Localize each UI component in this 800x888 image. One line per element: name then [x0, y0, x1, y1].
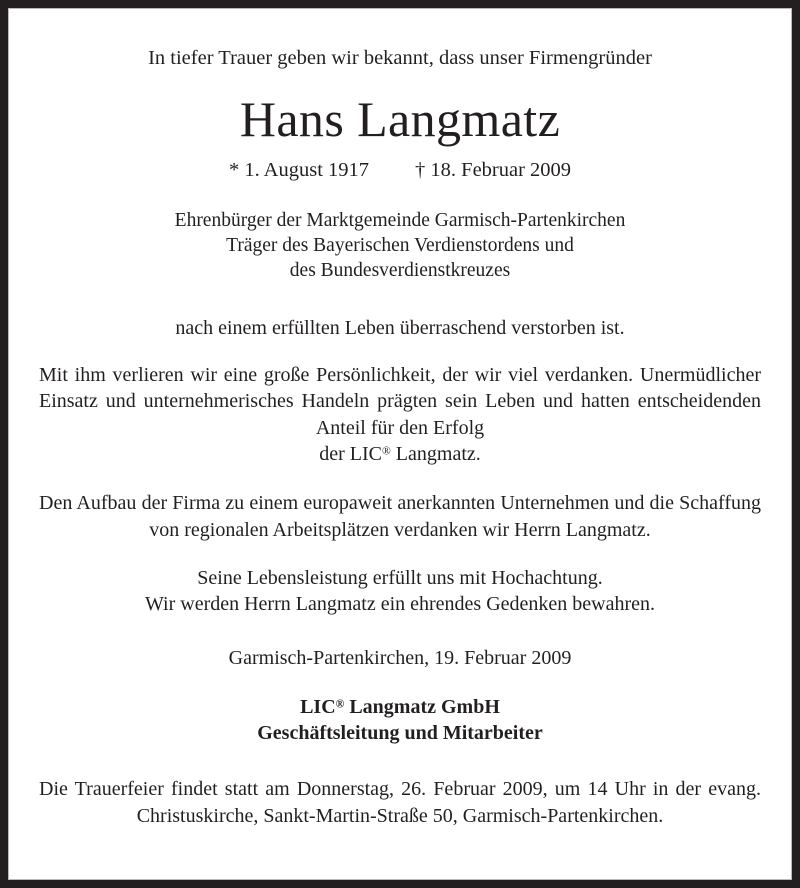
life-dates — [39, 159, 761, 182]
company-name — [39, 694, 761, 720]
registered-trademark-icon: ® — [335, 697, 345, 711]
intro-text: In tiefer Trauer geben wir bekannt, dass unser Firmengründer — [148, 47, 652, 69]
ceremony-details: Die Trauerfeier findet statt am Donnerstag, 26. Februar 2009, um 14 Uhr in der evang. Christuskirche, Sankt-Martin-Straße 50, Garmisch-Partenkirchen. — [39, 778, 761, 827]
honors-block — [39, 208, 761, 284]
company-role: Geschäftsleitung und Mitarbeiter — [257, 722, 543, 745]
birth-date: * 1. August 1917 — [228, 158, 370, 181]
tribute-paragraph-one — [39, 362, 761, 442]
tribute-paragraph-one-closing — [39, 441, 761, 468]
lic-brand-prefix: der LIC — [319, 443, 382, 466]
tribute-paragraph-one-text: Mit ihm verlieren wir eine große Persönlichkeit, der wir viel verdanken. Unermüdlicher Einsatz und unternehmerisches Handeln prägten sein Leben und hatten entscheidenden Anteil für den Erfolg — [39, 363, 761, 439]
place-and-date: Garmisch-Partenkirchen, 19. Februar 2009 — [228, 647, 572, 670]
passing-statement: nach einem erfüllten Leben überraschend verstorben ist. — [175, 316, 625, 339]
company-name-prefix: LIC — [300, 696, 336, 719]
tribute-paragraph-three-line-1: Seine Lebensleistung erfüllt uns mit Hochachtung. — [197, 567, 603, 590]
registered-trademark-icon: ® — [381, 444, 391, 458]
death-date: † 18. Februar 2009 — [415, 158, 572, 181]
honor-line-2: Träger des Bayerischen Verdienstordens und — [226, 234, 574, 256]
tribute-paragraph-three-line-2: Wir werden Herrn Langmatz ein ehrendes Gedenken bewahren. — [144, 593, 656, 616]
lic-brand-suffix: Langmatz. — [390, 443, 481, 466]
deceased-name: Hans Langmatz — [239, 90, 561, 147]
tribute-paragraph-three — [39, 565, 761, 617]
signature-block — [39, 694, 761, 746]
tribute-paragraph-two: Den Aufbau der Firma zu einem europaweit anerkannten Unternehmen und die Schaffung von regionalen Arbeitsplätzen verdanken wir Herrn Langmatz. — [39, 492, 761, 541]
company-name-suffix: Langmatz GmbH — [344, 696, 500, 719]
notice-inner-frame — [8, 8, 792, 880]
honor-line-1: Ehrenbürger der Marktgemeinde Garmisch-Partenkirchen — [174, 209, 626, 231]
honor-line-3: des Bundesverdienstkreuzes — [289, 260, 511, 282]
